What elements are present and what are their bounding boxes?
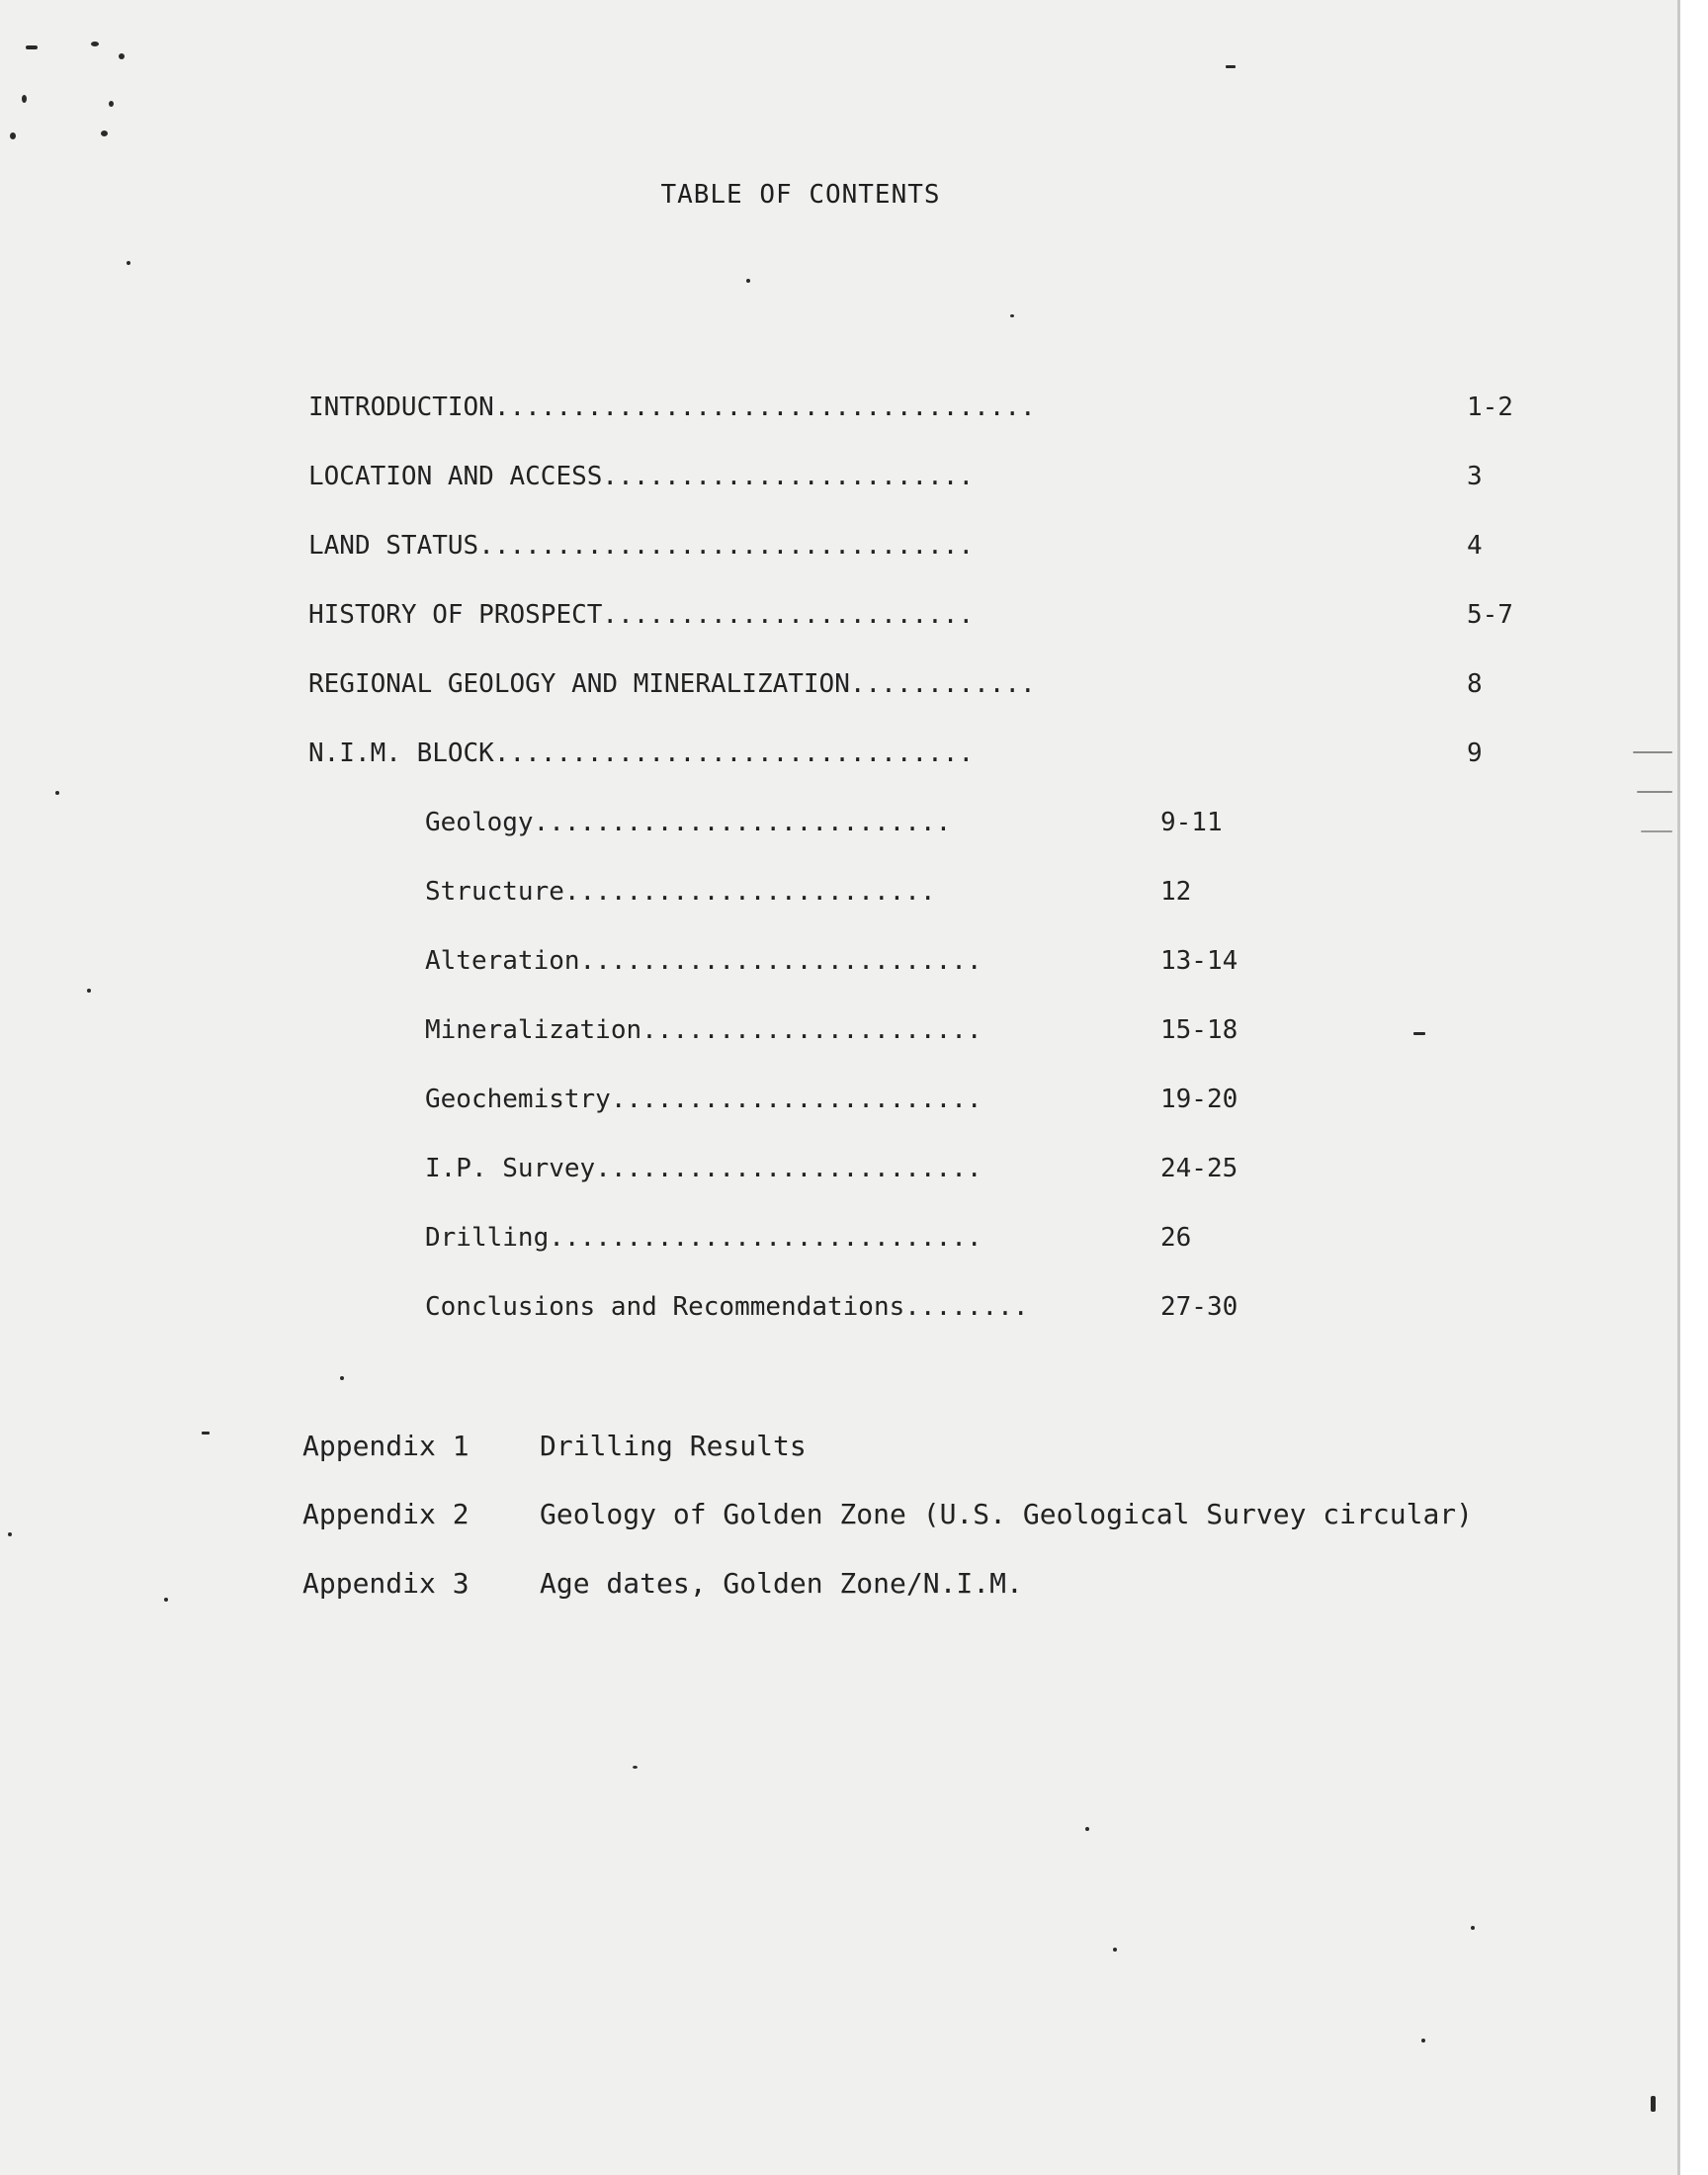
scan-speck [1113,1948,1117,1952]
toc-leader-dots: .......................... [579,946,982,976]
toc-entry-label: REGIONAL GEOLOGY AND MINERALIZATION [308,669,850,699]
scan-speck [340,1376,344,1380]
scan-speck [1226,65,1236,68]
scan-speck [633,1766,638,1769]
toc-leader-dots: ............ [849,669,1036,699]
appendix-item [0,1429,807,1464]
toc-entry [308,598,1513,632]
toc-entry-label: HISTORY OF PROSPECT [308,600,603,630]
toc-entry-pages: 27-30 [1160,1292,1238,1322]
toc-entry-label: Structure [425,877,564,907]
toc-entry-pages: 12 [1160,877,1192,907]
toc-leader-dots: ...................... [641,1015,982,1045]
toc-entry-label: Alteration [425,946,580,976]
toc-leader-dots: ........................... [533,808,952,837]
toc-entry-label: I.P. Survey [425,1154,596,1183]
toc-entry-pages: 8 [1467,669,1483,699]
toc-entry-pages: 19-20 [1160,1085,1238,1114]
appendix-description: Geology of Golden Zone (U.S. Geological Survey circular) [540,1498,1474,1530]
toc-entry-label: Geochemistry [425,1085,611,1114]
scan-speck [26,45,38,49]
toc-entry-label: INTRODUCTION [308,392,494,422]
toc-entry-label: N.I.M. BLOCK [308,739,494,768]
scan-speck [1471,1926,1475,1930]
toc-entry-pages: 9 [1467,739,1483,768]
toc-subentry [425,1013,1238,1047]
toc-leader-dots: ......................... [595,1154,982,1183]
toc-subentry [425,1083,1238,1116]
scan-speck [127,261,130,265]
scan-speck [1413,1032,1425,1035]
scan-speck [1641,830,1672,832]
page-title: TABLE OF CONTENTS [660,180,941,210]
toc-leader-dots: ........ [904,1292,1029,1322]
scan-speck [91,42,99,46]
appendix-item [0,1497,1474,1532]
scan-speck [164,1598,168,1602]
scan-speck [8,1532,12,1536]
appendix-label: Appendix 1 [302,1430,470,1462]
toc-entry-pages: 9-11 [1160,808,1223,837]
toc-entry-label: Conclusions and Recommendations [425,1292,905,1322]
toc-entry-pages: 13-14 [1160,946,1238,976]
scan-speck [109,101,114,107]
scan-speck [101,130,108,136]
toc-leader-dots: ............................... [493,739,975,768]
toc-entry-label: LOCATION AND ACCESS [308,462,603,491]
toc-entry [308,529,1483,563]
toc-leader-dots: ........................ [602,462,975,491]
scan-speck [1633,751,1672,753]
appendix-label: Appendix 3 [302,1567,470,1600]
appendix-item [0,1566,1023,1602]
toc-subentry [425,1152,1238,1185]
scan-speck [1010,314,1014,317]
appendix-description: Drilling Results [540,1430,807,1462]
scan-speck [1421,2039,1425,2043]
toc-entry-pages: 5-7 [1467,600,1513,630]
toc-entry [308,667,1483,701]
appendix-description: Age dates, Golden Zone/N.I.M. [540,1567,1023,1600]
toc-entry-pages: 15-18 [1160,1015,1238,1045]
toc-entry [308,460,1483,493]
toc-entry-pages: 3 [1467,462,1483,491]
toc-subentry [425,944,1238,978]
toc-entry-label: Geology [425,808,534,837]
toc-subentry [425,806,1223,839]
toc-entry [308,737,1483,770]
scan-speck [10,132,16,139]
scan-speck [1637,791,1672,793]
toc-entry-pages: 24-25 [1160,1154,1238,1183]
toc-leader-dots: ............................ [549,1223,982,1253]
toc-entry-label: LAND STATUS [308,531,479,561]
scan-speck [1085,1827,1089,1831]
toc-entry-pages: 1-2 [1467,392,1513,422]
appendix-label: Appendix 2 [302,1498,470,1530]
toc-leader-dots: ................................... [493,392,1036,422]
scan-speck [119,53,125,59]
scan-speck [22,95,27,103]
toc-leader-dots: ........................ [563,877,936,907]
toc-entry-pages: 4 [1467,531,1483,561]
scan-speck [87,989,91,993]
scan-speck [746,279,750,283]
toc-entry-pages: 26 [1160,1223,1192,1253]
toc-entry [308,391,1513,424]
toc-subentry [425,1290,1238,1324]
toc-entry-label: Mineralization [425,1015,642,1045]
toc-leader-dots: ........................ [610,1085,982,1114]
scan-speck [1651,2096,1656,2112]
toc-subentry [425,1221,1192,1255]
scan-speck [202,1432,210,1435]
scan-speck [55,791,59,795]
toc-entry-label: Drilling [425,1223,550,1253]
toc-leader-dots: ................................ [478,531,975,561]
toc-leader-dots: ........................ [602,600,975,630]
toc-subentry [425,875,1192,909]
